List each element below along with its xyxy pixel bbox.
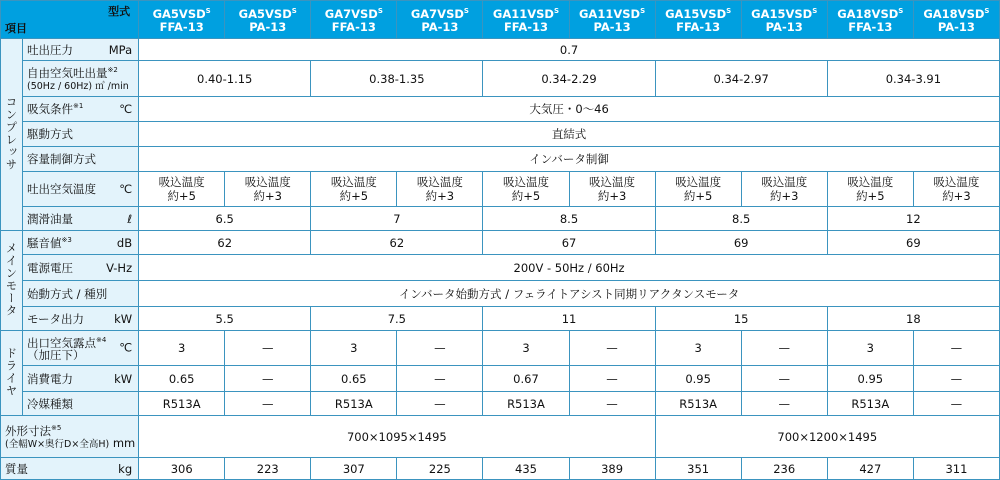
cell-value: 11 xyxy=(483,307,655,331)
row-label: 騒音値$^{※3}$ dB xyxy=(23,231,139,255)
group-dryer: ドライヤ xyxy=(1,331,23,416)
cell-value: 435 xyxy=(483,458,569,480)
cell-value: 427 xyxy=(827,458,913,480)
cell-value: 0.7 xyxy=(139,39,1000,61)
row-mass xyxy=(1,458,1000,480)
cell-value: 67 xyxy=(483,231,655,255)
cell-value: 吸込温度 約+3 xyxy=(741,172,827,207)
cell-value: 8.5 xyxy=(483,207,655,231)
cell-value: 0.34-2.29 xyxy=(483,61,655,97)
row-intake xyxy=(1,97,1000,122)
row-capacity xyxy=(1,147,1000,172)
cell-value: 3 xyxy=(827,331,913,366)
cell-value: — xyxy=(741,392,827,416)
cell-value: — xyxy=(225,392,311,416)
row-label: 出口空気露点$^{※4}$ （加圧下） ℃ xyxy=(23,331,139,366)
cell-value: 69 xyxy=(655,231,827,255)
row-pressure xyxy=(1,39,1000,61)
row-dew-point xyxy=(1,331,1000,366)
cell-value: — xyxy=(913,366,999,392)
row-label: 自由空気吐出量$^{※2}$ (50Hz / 60Hz) ㎥ /min xyxy=(23,61,139,97)
model-header: $GA11VSD^S$ FFA-13 xyxy=(483,1,569,39)
cell-value: 700×1200×1495 xyxy=(655,416,999,458)
cell-value: 62 xyxy=(311,231,483,255)
cell-value: — xyxy=(913,392,999,416)
model-header: $GA5VSD^S$ PA-13 xyxy=(225,1,311,39)
row-oil xyxy=(1,207,1000,231)
cell-value: 0.65 xyxy=(311,366,397,392)
cell-value: — xyxy=(569,392,655,416)
cell-value: 吸込温度 約+5 xyxy=(483,172,569,207)
cell-value: 0.34-3.91 xyxy=(827,61,999,97)
cell-value: 7.5 xyxy=(311,307,483,331)
cell-value: R513A xyxy=(139,392,225,416)
cell-value: インバータ始動方式 / フェライトアシスト同期リアクタンスモータ xyxy=(139,281,1000,307)
header-corner xyxy=(1,1,139,39)
cell-value: 3 xyxy=(483,331,569,366)
cell-value: — xyxy=(225,331,311,366)
cell-value: インバータ制御 xyxy=(139,147,1000,172)
cell-value: — xyxy=(913,331,999,366)
model-label: 型式 xyxy=(108,5,131,18)
row-label: 電源電圧 V-Hz xyxy=(23,255,139,281)
model-header: $GA18VSD^S$ FFA-13 xyxy=(827,1,913,39)
row-label: 潤滑油量 ℓ xyxy=(23,207,139,231)
cell-value: 200V - 50Hz / 60Hz xyxy=(139,255,1000,281)
model-header: $GA18VSD^S$ PA-13 xyxy=(913,1,999,39)
cell-value: 吸込温度 約+5 xyxy=(311,172,397,207)
cell-value: 吸込温度 約+5 xyxy=(655,172,741,207)
cell-value: 225 xyxy=(397,458,483,480)
cell-value: 15 xyxy=(655,307,827,331)
model-header: $GA15VSD^S$ FFA-13 xyxy=(655,1,741,39)
cell-value: — xyxy=(741,331,827,366)
cell-value: 62 xyxy=(139,231,311,255)
model-header: $GA11VSD^S$ PA-13 xyxy=(569,1,655,39)
header-row xyxy=(1,1,1000,39)
row-noise xyxy=(1,231,1000,255)
row-dimensions xyxy=(1,416,1000,458)
group-motor: メインモータ xyxy=(1,231,23,331)
cell-value: 389 xyxy=(569,458,655,480)
cell-value: 311 xyxy=(913,458,999,480)
cell-value: 6.5 xyxy=(139,207,311,231)
row-power xyxy=(1,366,1000,392)
cell-value: 7 xyxy=(311,207,483,231)
cell-value: 0.34-2.97 xyxy=(655,61,827,97)
cell-value: 吸込温度 約+3 xyxy=(225,172,311,207)
cell-value: 3 xyxy=(311,331,397,366)
model-header: $GA7VSD^S$ PA-13 xyxy=(397,1,483,39)
row-label: 駆動方式 xyxy=(23,122,139,147)
cell-value: 306 xyxy=(139,458,225,480)
cell-value: 12 xyxy=(827,207,999,231)
cell-value: 0.67 xyxy=(483,366,569,392)
cell-value: — xyxy=(397,331,483,366)
cell-value: 直結式 xyxy=(139,122,1000,147)
cell-value: 吸込温度 約+3 xyxy=(913,172,999,207)
row-label: 始動方式 / 種別 xyxy=(23,281,139,307)
cell-value: 吸込温度 約+3 xyxy=(397,172,483,207)
cell-value: R513A xyxy=(311,392,397,416)
cell-value: — xyxy=(741,366,827,392)
group-compressor: コンプレッサ xyxy=(1,39,23,231)
cell-value: 0.65 xyxy=(139,366,225,392)
cell-value: 0.40-1.15 xyxy=(139,61,311,97)
cell-value: 700×1095×1495 xyxy=(139,416,655,458)
model-header: $GA7VSD^S$ FFA-13 xyxy=(311,1,397,39)
cell-value: R513A xyxy=(655,392,741,416)
model-header: $GA5VSD^S$ FFA-13 xyxy=(139,1,225,39)
row-label: モータ出力 kW xyxy=(23,307,139,331)
cell-value: 吸込温度 約+5 xyxy=(827,172,913,207)
row-label: 吐出空気温度 ℃ xyxy=(23,172,139,207)
cell-value: 0.38-1.35 xyxy=(311,61,483,97)
row-discharge-temp xyxy=(1,172,1000,207)
cell-value: 236 xyxy=(741,458,827,480)
row-refrigerant xyxy=(1,392,1000,416)
cell-value: 18 xyxy=(827,307,999,331)
row-label: 質量 kg xyxy=(1,458,139,480)
cell-value: 3 xyxy=(139,331,225,366)
row-label: 消費電力 kW xyxy=(23,366,139,392)
cell-value: 8.5 xyxy=(655,207,827,231)
cell-value: 吸込温度 約+5 xyxy=(139,172,225,207)
row-voltage xyxy=(1,255,1000,281)
cell-value: 223 xyxy=(225,458,311,480)
row-start xyxy=(1,281,1000,307)
cell-value: 吸込温度 約+3 xyxy=(569,172,655,207)
row-drive xyxy=(1,122,1000,147)
cell-value: 大気圧・0～46 xyxy=(139,97,1000,122)
row-label: 外形寸法$^{※5}$ (全幅W×奥行D×全高H) mm xyxy=(1,416,139,458)
row-label: 吸気条件$^{※1}$ ℃ xyxy=(23,97,139,122)
row-label: 吐出圧力 MPa xyxy=(23,39,139,61)
cell-value: R513A xyxy=(827,392,913,416)
cell-value: 3 xyxy=(655,331,741,366)
cell-value: 69 xyxy=(827,231,999,255)
row-label: 容量制御方式 xyxy=(23,147,139,172)
cell-value: — xyxy=(569,366,655,392)
cell-value: 0.95 xyxy=(655,366,741,392)
row-motor-output xyxy=(1,307,1000,331)
cell-value: — xyxy=(225,366,311,392)
cell-value: — xyxy=(569,331,655,366)
cell-value: R513A xyxy=(483,392,569,416)
cell-value: 351 xyxy=(655,458,741,480)
row-label: 冷媒種類 xyxy=(23,392,139,416)
cell-value: 5.5 xyxy=(139,307,311,331)
cell-value: — xyxy=(397,366,483,392)
model-header: $GA15VSD^S$ PA-13 xyxy=(741,1,827,39)
cell-value: 307 xyxy=(311,458,397,480)
item-label: 項目 xyxy=(5,22,27,35)
cell-value: 0.95 xyxy=(827,366,913,392)
cell-value: — xyxy=(397,392,483,416)
row-air-flow xyxy=(1,61,1000,97)
